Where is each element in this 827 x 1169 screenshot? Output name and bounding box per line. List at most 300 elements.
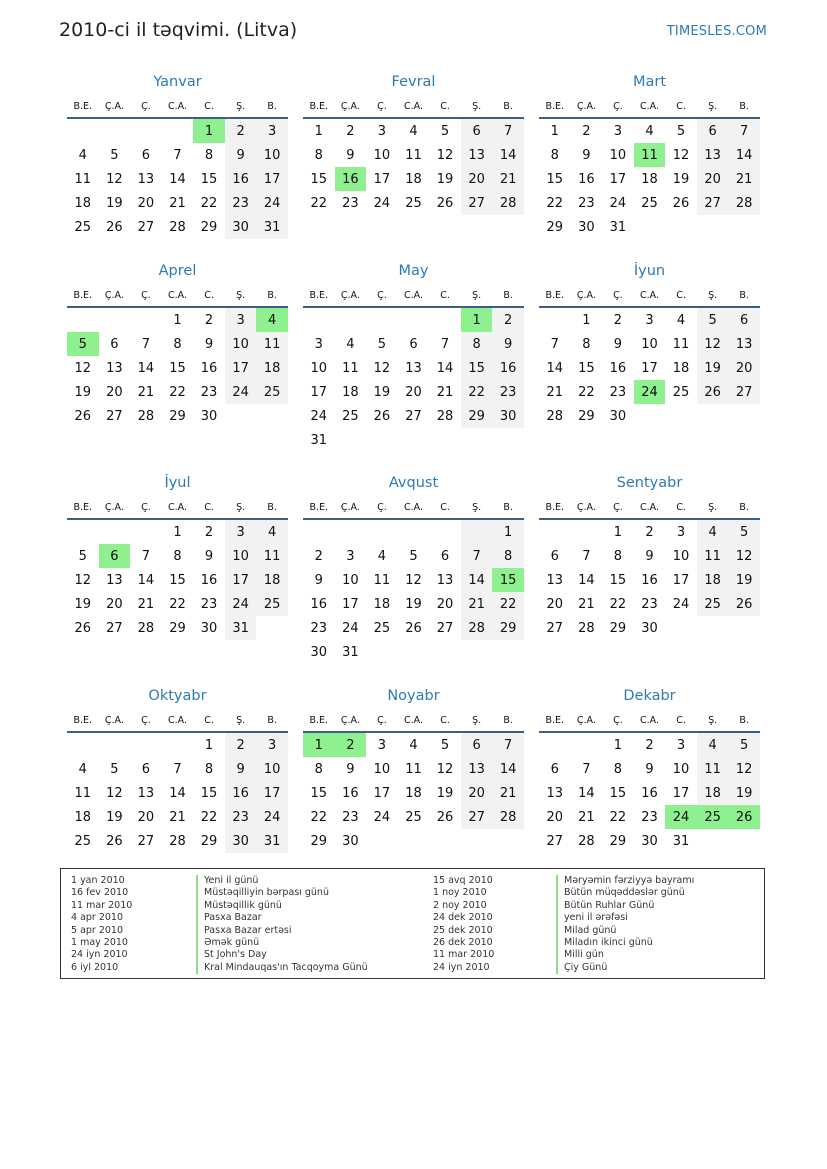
day-cell[interactable]: 16 bbox=[342, 785, 359, 801]
day-cell[interactable]: 12 bbox=[74, 360, 92, 376]
day-cell[interactable]: 27 bbox=[405, 408, 422, 424]
day-cell[interactable]: 22 bbox=[492, 592, 524, 616]
day-cell[interactable]: 21 bbox=[546, 384, 564, 400]
day-cell[interactable]: 27 bbox=[461, 805, 493, 829]
day-cell[interactable]: 19 bbox=[697, 356, 729, 380]
day-cell[interactable]: 6 bbox=[409, 336, 418, 352]
day-cell[interactable]: 8 bbox=[492, 544, 524, 568]
day-cell[interactable]: 19 bbox=[436, 171, 454, 187]
day-cell[interactable]: 10 bbox=[641, 336, 658, 352]
day-cell[interactable]: 13 bbox=[546, 785, 564, 801]
day-cell[interactable]: 31 bbox=[672, 833, 690, 849]
day-cell[interactable]: 13 bbox=[461, 757, 493, 781]
day-cell[interactable]: 30 bbox=[609, 408, 627, 424]
day-cell[interactable]: 10 bbox=[373, 761, 391, 777]
day-cell[interactable]: 9 bbox=[204, 548, 214, 564]
day-cell[interactable]: 30 bbox=[641, 833, 658, 849]
day-cell[interactable]: 3 bbox=[225, 308, 257, 332]
day-cell[interactable]: 27 bbox=[106, 620, 123, 636]
day-cell[interactable]: 12 bbox=[728, 757, 760, 781]
day-cell[interactable]: 17 bbox=[609, 171, 627, 187]
day-cell[interactable]: 23 bbox=[200, 596, 218, 612]
day-cell[interactable]: 10 bbox=[342, 572, 359, 588]
day-cell[interactable]: 4 bbox=[256, 520, 288, 544]
day-cell[interactable]: 2 bbox=[335, 733, 367, 757]
day-cell[interactable]: 8 bbox=[461, 332, 493, 356]
day-cell[interactable]: 11 bbox=[697, 757, 729, 781]
day-cell[interactable]: 13 bbox=[137, 171, 155, 187]
day-cell[interactable]: 1 bbox=[204, 737, 214, 753]
day-cell[interactable]: 8 bbox=[613, 761, 623, 777]
day-cell[interactable]: 13 bbox=[405, 360, 422, 376]
day-cell[interactable]: 19 bbox=[436, 785, 454, 801]
day-cell[interactable]: 28 bbox=[169, 219, 186, 235]
day-cell[interactable]: 24 bbox=[609, 195, 627, 211]
day-cell[interactable]: 6 bbox=[99, 544, 131, 568]
day-cell[interactable]: 2 bbox=[204, 312, 214, 328]
day-cell[interactable]: 9 bbox=[225, 143, 257, 167]
day-cell[interactable]: 10 bbox=[225, 332, 257, 356]
day-cell[interactable]: 28 bbox=[436, 408, 454, 424]
day-cell[interactable]: 2 bbox=[346, 123, 355, 139]
day-cell[interactable]: 29 bbox=[578, 408, 595, 424]
day-cell[interactable]: 1 bbox=[613, 524, 623, 540]
day-cell[interactable]: 23 bbox=[342, 809, 359, 825]
day-cell[interactable]: 17 bbox=[373, 785, 391, 801]
day-cell[interactable]: 11 bbox=[697, 544, 729, 568]
day-cell[interactable]: 9 bbox=[225, 757, 257, 781]
day-cell[interactable]: 29 bbox=[546, 219, 564, 235]
brand-link[interactable]: TIMESLES.COM bbox=[666, 24, 767, 39]
day-cell[interactable]: 3 bbox=[613, 123, 623, 139]
day-cell[interactable]: 30 bbox=[200, 408, 218, 424]
day-cell[interactable]: 15 bbox=[310, 785, 328, 801]
day-cell[interactable]: 10 bbox=[256, 143, 288, 167]
day-cell[interactable]: 1 bbox=[173, 312, 182, 328]
day-cell[interactable]: 11 bbox=[342, 360, 359, 376]
day-cell[interactable]: 7 bbox=[173, 147, 182, 163]
day-cell[interactable]: 9 bbox=[492, 332, 524, 356]
day-cell[interactable]: 17 bbox=[225, 356, 257, 380]
day-cell[interactable]: 18 bbox=[405, 171, 422, 187]
day-cell[interactable]: 6 bbox=[550, 548, 559, 564]
day-cell[interactable]: 25 bbox=[342, 408, 359, 424]
day-cell[interactable]: 17 bbox=[256, 781, 288, 805]
day-cell[interactable]: 3 bbox=[676, 524, 686, 540]
day-cell[interactable]: 14 bbox=[546, 360, 564, 376]
day-cell[interactable]: 29 bbox=[200, 833, 218, 849]
day-cell[interactable]: 7 bbox=[141, 548, 151, 564]
day-cell[interactable]: 30 bbox=[310, 644, 328, 660]
day-cell[interactable]: 12 bbox=[436, 147, 454, 163]
day-cell[interactable]: 6 bbox=[550, 761, 559, 777]
day-cell[interactable]: 26 bbox=[436, 809, 454, 825]
day-cell[interactable]: 24 bbox=[256, 805, 288, 829]
day-cell[interactable]: 18 bbox=[672, 360, 690, 376]
day-cell[interactable]: 28 bbox=[728, 191, 760, 215]
day-cell[interactable]: 22 bbox=[609, 596, 627, 612]
day-cell[interactable]: 11 bbox=[74, 785, 92, 801]
day-cell[interactable]: 12 bbox=[697, 332, 729, 356]
day-cell[interactable]: 3 bbox=[346, 548, 355, 564]
day-cell[interactable]: 22 bbox=[200, 195, 218, 211]
day-cell[interactable]: 1 bbox=[582, 312, 591, 328]
day-cell[interactable]: 17 bbox=[373, 171, 391, 187]
day-cell[interactable]: 4 bbox=[676, 312, 686, 328]
day-cell[interactable]: 6 bbox=[461, 733, 493, 757]
day-cell[interactable]: 3 bbox=[256, 733, 288, 757]
day-cell[interactable]: 23 bbox=[492, 380, 524, 404]
day-cell[interactable]: 22 bbox=[546, 195, 564, 211]
day-cell[interactable]: 18 bbox=[405, 785, 422, 801]
day-cell[interactable]: 14 bbox=[137, 360, 155, 376]
day-cell[interactable]: 29 bbox=[169, 620, 186, 636]
day-cell[interactable]: 26 bbox=[106, 833, 123, 849]
day-cell[interactable]: 15 bbox=[169, 572, 186, 588]
day-cell[interactable]: 22 bbox=[310, 195, 328, 211]
day-cell[interactable]: 18 bbox=[373, 596, 391, 612]
day-cell[interactable]: 24 bbox=[310, 408, 328, 424]
day-cell[interactable]: 31 bbox=[256, 829, 288, 853]
day-cell[interactable]: 1 bbox=[193, 119, 225, 143]
day-cell[interactable]: 13 bbox=[137, 785, 155, 801]
day-cell[interactable]: 14 bbox=[461, 568, 493, 592]
day-cell[interactable]: 21 bbox=[137, 384, 155, 400]
day-cell[interactable]: 5 bbox=[728, 520, 760, 544]
day-cell[interactable]: 12 bbox=[672, 147, 690, 163]
day-cell[interactable]: 25 bbox=[697, 805, 729, 829]
day-cell[interactable]: 19 bbox=[728, 568, 760, 592]
day-cell[interactable]: 26 bbox=[405, 620, 422, 636]
day-cell[interactable]: 19 bbox=[672, 171, 690, 187]
day-cell[interactable]: 7 bbox=[141, 336, 151, 352]
day-cell[interactable]: 5 bbox=[697, 308, 729, 332]
day-cell[interactable]: 8 bbox=[613, 548, 623, 564]
day-cell[interactable]: 24 bbox=[672, 596, 690, 612]
day-cell[interactable]: 23 bbox=[641, 596, 658, 612]
day-cell[interactable]: 7 bbox=[461, 544, 493, 568]
day-cell[interactable]: 2 bbox=[225, 733, 257, 757]
day-cell[interactable]: 16 bbox=[200, 360, 218, 376]
day-cell[interactable]: 25 bbox=[697, 592, 729, 616]
day-cell[interactable]: 8 bbox=[550, 147, 559, 163]
day-cell[interactable]: 28 bbox=[578, 620, 595, 636]
day-cell[interactable]: 10 bbox=[672, 548, 690, 564]
day-cell[interactable]: 4 bbox=[78, 147, 87, 163]
day-cell[interactable]: 13 bbox=[106, 360, 123, 376]
day-cell[interactable]: 15 bbox=[461, 356, 493, 380]
day-cell[interactable]: 19 bbox=[74, 596, 92, 612]
day-cell[interactable]: 16 bbox=[335, 167, 367, 191]
day-cell[interactable]: 25 bbox=[405, 809, 422, 825]
day-cell[interactable]: 7 bbox=[582, 548, 591, 564]
day-cell[interactable]: 19 bbox=[728, 781, 760, 805]
day-cell[interactable]: 11 bbox=[256, 332, 288, 356]
day-cell[interactable]: 31 bbox=[256, 215, 288, 239]
day-cell[interactable]: 9 bbox=[613, 336, 623, 352]
day-cell[interactable]: 6 bbox=[461, 119, 493, 143]
day-cell[interactable]: 7 bbox=[440, 336, 450, 352]
day-cell[interactable]: 26 bbox=[697, 380, 729, 404]
day-cell[interactable]: 8 bbox=[314, 761, 323, 777]
day-cell[interactable]: 8 bbox=[582, 336, 591, 352]
day-cell[interactable]: 15 bbox=[546, 171, 564, 187]
day-cell[interactable]: 12 bbox=[436, 761, 454, 777]
day-cell[interactable]: 28 bbox=[578, 833, 595, 849]
day-cell[interactable]: 16 bbox=[641, 785, 658, 801]
day-cell[interactable]: 15 bbox=[310, 171, 328, 187]
day-cell[interactable]: 16 bbox=[200, 572, 218, 588]
day-cell[interactable]: 14 bbox=[169, 785, 186, 801]
day-cell[interactable]: 16 bbox=[225, 167, 257, 191]
day-cell[interactable]: 25 bbox=[672, 384, 690, 400]
day-cell[interactable]: 30 bbox=[200, 620, 218, 636]
day-cell[interactable]: 30 bbox=[641, 620, 658, 636]
day-cell[interactable]: 9 bbox=[645, 548, 654, 564]
day-cell[interactable]: 25 bbox=[74, 833, 92, 849]
day-cell[interactable]: 10 bbox=[609, 147, 627, 163]
day-cell[interactable]: 6 bbox=[141, 761, 151, 777]
day-cell[interactable]: 29 bbox=[310, 833, 328, 849]
day-cell[interactable]: 12 bbox=[106, 785, 123, 801]
day-cell[interactable]: 7 bbox=[550, 336, 559, 352]
day-cell[interactable]: 11 bbox=[634, 143, 666, 167]
day-cell[interactable]: 12 bbox=[728, 544, 760, 568]
day-cell[interactable]: 30 bbox=[225, 829, 257, 853]
day-cell[interactable]: 20 bbox=[405, 384, 422, 400]
day-cell[interactable]: 17 bbox=[672, 572, 690, 588]
day-cell[interactable]: 27 bbox=[546, 833, 564, 849]
day-cell[interactable]: 30 bbox=[492, 404, 524, 428]
day-cell[interactable]: 20 bbox=[436, 596, 454, 612]
day-cell[interactable]: 29 bbox=[461, 404, 493, 428]
day-cell[interactable]: 2 bbox=[204, 524, 214, 540]
day-cell[interactable]: 18 bbox=[697, 568, 729, 592]
day-cell[interactable]: 15 bbox=[200, 171, 218, 187]
day-cell[interactable]: 3 bbox=[645, 312, 654, 328]
day-cell[interactable]: 12 bbox=[74, 572, 92, 588]
day-cell[interactable]: 17 bbox=[256, 167, 288, 191]
day-cell[interactable]: 18 bbox=[256, 356, 288, 380]
day-cell[interactable]: 9 bbox=[346, 761, 355, 777]
day-cell[interactable]: 17 bbox=[225, 568, 257, 592]
day-cell[interactable]: 22 bbox=[578, 384, 595, 400]
day-cell[interactable]: 22 bbox=[609, 809, 627, 825]
day-cell[interactable]: 6 bbox=[728, 308, 760, 332]
day-cell[interactable]: 27 bbox=[461, 191, 493, 215]
day-cell[interactable]: 30 bbox=[225, 215, 257, 239]
day-cell[interactable]: 13 bbox=[106, 572, 123, 588]
day-cell[interactable]: 20 bbox=[106, 596, 123, 612]
day-cell[interactable]: 20 bbox=[137, 195, 155, 211]
day-cell[interactable]: 22 bbox=[310, 809, 328, 825]
day-cell[interactable]: 14 bbox=[492, 757, 524, 781]
day-cell[interactable]: 10 bbox=[373, 147, 391, 163]
day-cell[interactable]: 4 bbox=[377, 548, 387, 564]
day-cell[interactable]: 28 bbox=[461, 616, 493, 640]
day-cell[interactable]: 25 bbox=[256, 380, 288, 404]
day-cell[interactable]: 11 bbox=[74, 171, 92, 187]
day-cell[interactable]: 22 bbox=[169, 596, 186, 612]
day-cell[interactable]: 4 bbox=[409, 123, 418, 139]
day-cell[interactable]: 30 bbox=[578, 219, 595, 235]
day-cell[interactable]: 23 bbox=[225, 191, 257, 215]
day-cell[interactable]: 31 bbox=[225, 616, 257, 640]
day-cell[interactable]: 9 bbox=[582, 147, 591, 163]
day-cell[interactable]: 17 bbox=[641, 360, 658, 376]
day-cell[interactable]: 1 bbox=[461, 308, 493, 332]
day-cell[interactable]: 16 bbox=[492, 356, 524, 380]
day-cell[interactable]: 28 bbox=[492, 191, 524, 215]
day-cell[interactable]: 21 bbox=[492, 167, 524, 191]
day-cell[interactable]: 23 bbox=[609, 384, 627, 400]
day-cell[interactable]: 6 bbox=[141, 147, 151, 163]
day-cell[interactable]: 20 bbox=[546, 596, 564, 612]
day-cell[interactable]: 1 bbox=[173, 524, 182, 540]
day-cell[interactable]: 19 bbox=[74, 384, 92, 400]
day-cell[interactable]: 21 bbox=[169, 195, 186, 211]
day-cell[interactable]: 21 bbox=[578, 596, 595, 612]
day-cell[interactable]: 5 bbox=[110, 761, 119, 777]
day-cell[interactable]: 20 bbox=[461, 167, 493, 191]
day-cell[interactable]: 23 bbox=[200, 384, 218, 400]
day-cell[interactable]: 28 bbox=[137, 620, 155, 636]
day-cell[interactable]: 3 bbox=[377, 737, 387, 753]
day-cell[interactable]: 15 bbox=[609, 572, 627, 588]
day-cell[interactable]: 30 bbox=[342, 833, 359, 849]
day-cell[interactable]: 20 bbox=[137, 809, 155, 825]
day-cell[interactable]: 23 bbox=[310, 620, 328, 636]
day-cell[interactable]: 18 bbox=[641, 171, 658, 187]
day-cell[interactable]: 2 bbox=[492, 308, 524, 332]
day-cell[interactable]: 15 bbox=[492, 568, 524, 592]
day-cell[interactable]: 7 bbox=[582, 761, 591, 777]
day-cell[interactable]: 14 bbox=[578, 572, 595, 588]
day-cell[interactable]: 17 bbox=[342, 596, 359, 612]
day-cell[interactable]: 11 bbox=[405, 147, 422, 163]
day-cell[interactable]: 4 bbox=[346, 336, 355, 352]
day-cell[interactable]: 8 bbox=[173, 336, 182, 352]
day-cell[interactable]: 13 bbox=[697, 143, 729, 167]
day-cell[interactable]: 3 bbox=[377, 123, 387, 139]
day-cell[interactable]: 5 bbox=[67, 332, 99, 356]
day-cell[interactable]: 27 bbox=[106, 408, 123, 424]
day-cell[interactable]: 20 bbox=[546, 809, 564, 825]
day-cell[interactable]: 24 bbox=[665, 805, 697, 829]
day-cell[interactable]: 22 bbox=[169, 384, 186, 400]
day-cell[interactable]: 25 bbox=[373, 620, 391, 636]
day-cell[interactable]: 18 bbox=[697, 781, 729, 805]
day-cell[interactable]: 14 bbox=[578, 785, 595, 801]
day-cell[interactable]: 21 bbox=[578, 809, 595, 825]
day-cell[interactable]: 10 bbox=[256, 757, 288, 781]
day-cell[interactable]: 16 bbox=[609, 360, 627, 376]
day-cell[interactable]: 25 bbox=[74, 219, 92, 235]
day-cell[interactable]: 25 bbox=[405, 195, 422, 211]
day-cell[interactable]: 12 bbox=[106, 171, 123, 187]
day-cell[interactable]: 24 bbox=[256, 191, 288, 215]
day-cell[interactable]: 1 bbox=[492, 520, 524, 544]
day-cell[interactable]: 9 bbox=[346, 147, 355, 163]
day-cell[interactable]: 13 bbox=[461, 143, 493, 167]
day-cell[interactable]: 31 bbox=[609, 219, 627, 235]
day-cell[interactable]: 3 bbox=[256, 119, 288, 143]
day-cell[interactable]: 17 bbox=[672, 785, 690, 801]
day-cell[interactable]: 13 bbox=[728, 332, 760, 356]
day-cell[interactable]: 24 bbox=[373, 809, 391, 825]
day-cell[interactable]: 26 bbox=[373, 408, 391, 424]
day-cell[interactable]: 26 bbox=[74, 408, 92, 424]
day-cell[interactable]: 26 bbox=[74, 620, 92, 636]
day-cell[interactable]: 23 bbox=[225, 805, 257, 829]
day-cell[interactable]: 26 bbox=[728, 592, 760, 616]
day-cell[interactable]: 15 bbox=[169, 360, 186, 376]
day-cell[interactable]: 4 bbox=[697, 520, 729, 544]
day-cell[interactable]: 7 bbox=[492, 119, 524, 143]
day-cell[interactable]: 5 bbox=[440, 737, 450, 753]
day-cell[interactable]: 24 bbox=[634, 380, 666, 404]
day-cell[interactable]: 10 bbox=[225, 544, 257, 568]
day-cell[interactable]: 8 bbox=[173, 548, 182, 564]
day-cell[interactable]: 11 bbox=[672, 336, 690, 352]
day-cell[interactable]: 16 bbox=[225, 781, 257, 805]
day-cell[interactable]: 29 bbox=[492, 616, 524, 640]
day-cell[interactable]: 16 bbox=[578, 171, 595, 187]
day-cell[interactable]: 21 bbox=[461, 592, 493, 616]
day-cell[interactable]: 4 bbox=[645, 123, 654, 139]
day-cell[interactable]: 26 bbox=[106, 219, 123, 235]
day-cell[interactable]: 27 bbox=[137, 833, 155, 849]
day-cell[interactable]: 15 bbox=[200, 785, 218, 801]
day-cell[interactable]: 23 bbox=[342, 195, 359, 211]
day-cell[interactable]: 13 bbox=[546, 572, 564, 588]
day-cell[interactable]: 12 bbox=[373, 360, 391, 376]
day-cell[interactable]: 2 bbox=[225, 119, 257, 143]
day-cell[interactable]: 5 bbox=[728, 733, 760, 757]
day-cell[interactable]: 17 bbox=[310, 384, 328, 400]
day-cell[interactable]: 4 bbox=[78, 761, 87, 777]
day-cell[interactable]: 4 bbox=[256, 308, 288, 332]
day-cell[interactable]: 5 bbox=[110, 147, 119, 163]
day-cell[interactable]: 19 bbox=[373, 384, 391, 400]
day-cell[interactable]: 1 bbox=[550, 123, 559, 139]
day-cell[interactable]: 2 bbox=[613, 312, 623, 328]
day-cell[interactable]: 3 bbox=[225, 520, 257, 544]
day-cell[interactable]: 8 bbox=[204, 147, 214, 163]
day-cell[interactable]: 14 bbox=[492, 143, 524, 167]
day-cell[interactable]: 29 bbox=[200, 219, 218, 235]
day-cell[interactable]: 21 bbox=[137, 596, 155, 612]
day-cell[interactable]: 11 bbox=[405, 761, 422, 777]
day-cell[interactable]: 24 bbox=[342, 620, 359, 636]
day-cell[interactable]: 21 bbox=[169, 809, 186, 825]
day-cell[interactable]: 5 bbox=[78, 548, 87, 564]
day-cell[interactable]: 21 bbox=[728, 167, 760, 191]
day-cell[interactable]: 18 bbox=[74, 195, 92, 211]
day-cell[interactable]: 6 bbox=[110, 336, 119, 352]
day-cell[interactable]: 3 bbox=[676, 737, 686, 753]
day-cell[interactable]: 26 bbox=[728, 805, 760, 829]
day-cell[interactable]: 26 bbox=[436, 195, 454, 211]
day-cell[interactable]: 2 bbox=[645, 737, 654, 753]
day-cell[interactable]: 29 bbox=[169, 408, 186, 424]
day-cell[interactable]: 21 bbox=[436, 384, 454, 400]
day-cell[interactable]: 6 bbox=[440, 548, 450, 564]
day-cell[interactable]: 24 bbox=[373, 195, 391, 211]
day-cell[interactable]: 28 bbox=[546, 408, 564, 424]
day-cell[interactable]: 7 bbox=[492, 733, 524, 757]
day-cell[interactable]: 25 bbox=[641, 195, 658, 211]
